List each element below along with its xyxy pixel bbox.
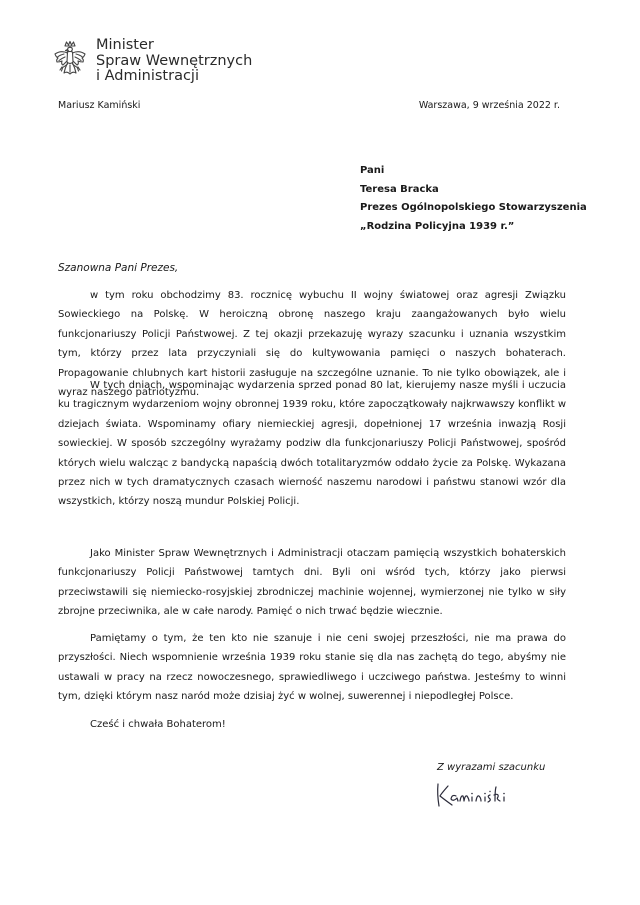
recipient-line-3: Prezes Ogólnopolskiego Stowarzyszenia (360, 202, 587, 213)
handwritten-signature (432, 778, 542, 812)
ministry-line-1: Minister (96, 37, 154, 53)
ministry-line-2: Spraw Wewnętrznych (96, 52, 253, 69)
recipient-line-1: Pani (360, 165, 385, 176)
paragraph-4: Pamiętamy o tym, że ten kto nie szanuje i nie ceni swojej przeszłości, nie ma prawa do przyszłości. Niech wspomnienie września 1939 roku stanie się dla nas zachętą do tego, abyśmy nie ustawali w pracy na rzecz nowoczesnego, sprawiedliwego i uczciwego państwa. Jesteśmy to winni tym, dzięki którym nasz naród może dzisiaj żyć w wolnej, suwerennej i niepodległej Polsce. (58, 633, 566, 703)
paragraph-3: Jako Minister Spraw Wewnętrznych i Administracji otaczam pamięcią wszystkich bohaterskich funkcjonariuszy Policji Państwowej tamtych dni. Byli oni wśród tych, którzy jako pierwsi przeciwstawili się niemiecko-rosyjskiej zbrodniczej machinie wojennej, wymierzonej nie tylko w siły zbrojne przeciwnika, ale w całe narody. Pamięć o nich trwać będzie wiecznie. (58, 548, 566, 618)
ministry-line-3: i Administracji (96, 68, 199, 84)
sender-name: Mariusz Kamiński (58, 100, 141, 111)
paragraph-2: W tych dniach, wspominając wydarzenia sprzed ponad 80 lat, kierujemy nasze myśli i uczucia ku tragicznym wydarzeniom wojny obronnej 1939 roku, które zapoczątkowały najkrwawszy konflikt w dziejach świata. Wspominamy ofiary niemieckiej agresji, dopełnionej 17 września inwazją Rosji sowieckiej. W sposób szczególny wyrażamy podziw dla funkcjonariuszy Policji Państwowej, spośród których wielu walcząc z bandycką napaścią dwóch totalitaryzmów oddało życie za Polskę. Wykazana przez nich w tych dramatycznych czasach wierność naszemu narodowi i państwu stanowi wzór dla wszystkich, którzy noszą mundur Polskiej Policji. (58, 380, 566, 508)
closing-line: Cześć i chwała Bohaterom! (90, 719, 226, 730)
recipient-line-4: „Rodzina Policyjna 1939 r.” (360, 220, 515, 232)
place-date: Warszawa, 9 września 2022 r. (418, 100, 560, 111)
paragraph-1: w tym roku obchodzimy 83. rocznicę wybuchu II wojny światowej oraz agresji Związku Sowieckiego na Polskę. W heroiczną obronę naszego kraju zaangażowanych było wielu funkcjonariuszy Policji Państwowej. Z tej okazji przekazuję wyrazy szacunku i uznania wszystkim tym, którzy przez lata przyczyniali się do kultywowania pamięci o naszych bohaterach. Propagowanie chlubnych kart historii zasługuje na szczególne uznanie. To nie tylko obowiązek, ale i wyraz naszego patriotyzmu. (58, 290, 566, 399)
regards: Z wyrazami szacunku (437, 762, 546, 773)
recipient-block (360, 162, 587, 236)
polish-eagle-icon (52, 40, 88, 84)
recipient-line-2: Teresa Bracka (360, 183, 439, 195)
salutation: Szanowna Pani Prezes, (58, 262, 179, 274)
ministry-name (96, 38, 252, 85)
